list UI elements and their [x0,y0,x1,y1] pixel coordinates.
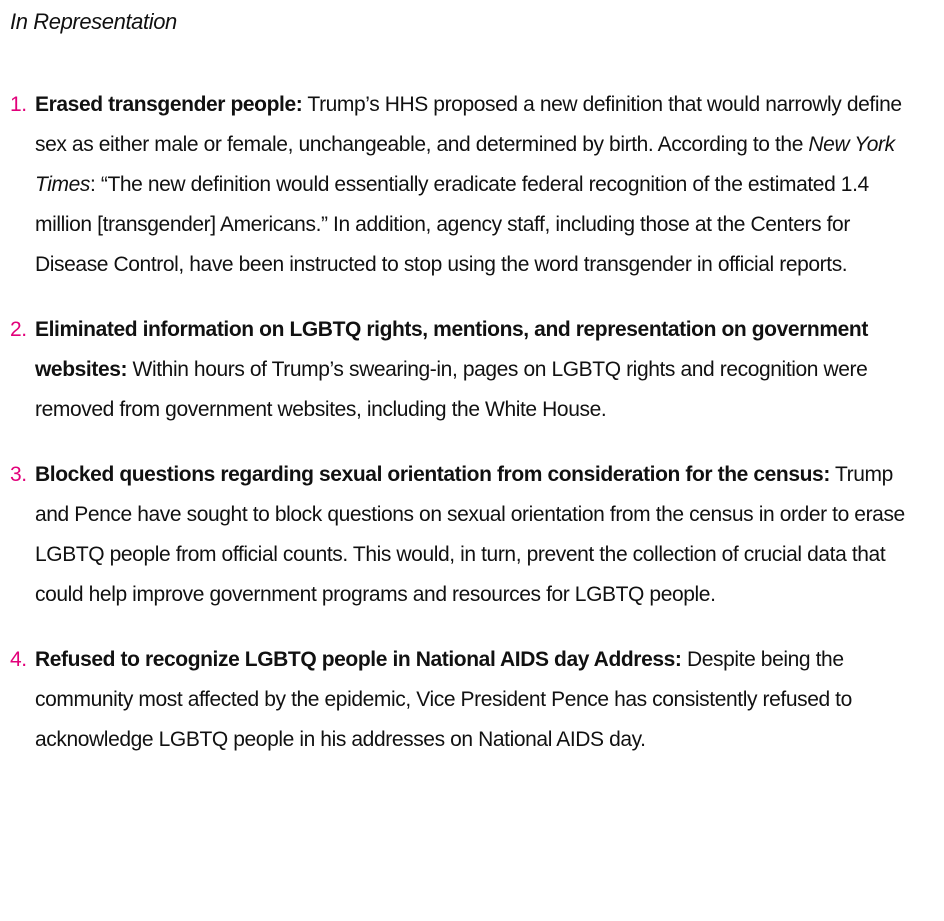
item-body: Trump’s HHS proposed a new definition that would narrowly define sex as either male or female, unchangeable, and determined by birth. According to the [35,93,902,156]
item-body: Trump and Pence have sought to block questions on sexual orientation from the census in order to erase LGBTQ people from official counts. This would, in turn, prevent the collection of crucial data that could help improve government programs and resources for LGBTQ people. [35,463,905,606]
list-item [10,455,928,615]
list-item [10,640,928,760]
item-lead: Refused to recognize LGBTQ people in National AIDS day Address: [35,648,682,671]
section-heading: In Representation [10,9,177,34]
list-item [10,310,928,430]
item-body: Despite being the community most affected by the epidemic, Vice President Pence has consistently refused to acknowledge LGBTQ people in his addresses on National AIDS day. [35,648,852,751]
list-number: 2. [10,318,27,341]
item-lead: Erased transgender people: [35,93,303,116]
item-lead: Eliminated information on LGBTQ rights, mentions, and representation on government websites: [35,318,868,381]
list-number: 4. [10,648,27,671]
item-body-continued: : “The new definition would essentially eradicate federal recognition of the estimated 1.4 million [transgender] Americans.” In addition, agency staff, including those at the Centers for Disease Control, have been instructed to stop using the word transgender in official reports. [35,173,869,276]
item-lead: Blocked questions regarding sexual orientation from consideration for the census: [35,463,830,486]
publication-name: New York Times [35,133,895,196]
list-item [10,85,928,285]
list-number: 3. [10,463,27,486]
item-body: Within hours of Trump’s swearing-in, pages on LGBTQ rights and recognition were removed from government websites, including the White House. [35,358,868,421]
list-number: 1. [10,93,27,116]
accomplishments-list [10,85,928,760]
